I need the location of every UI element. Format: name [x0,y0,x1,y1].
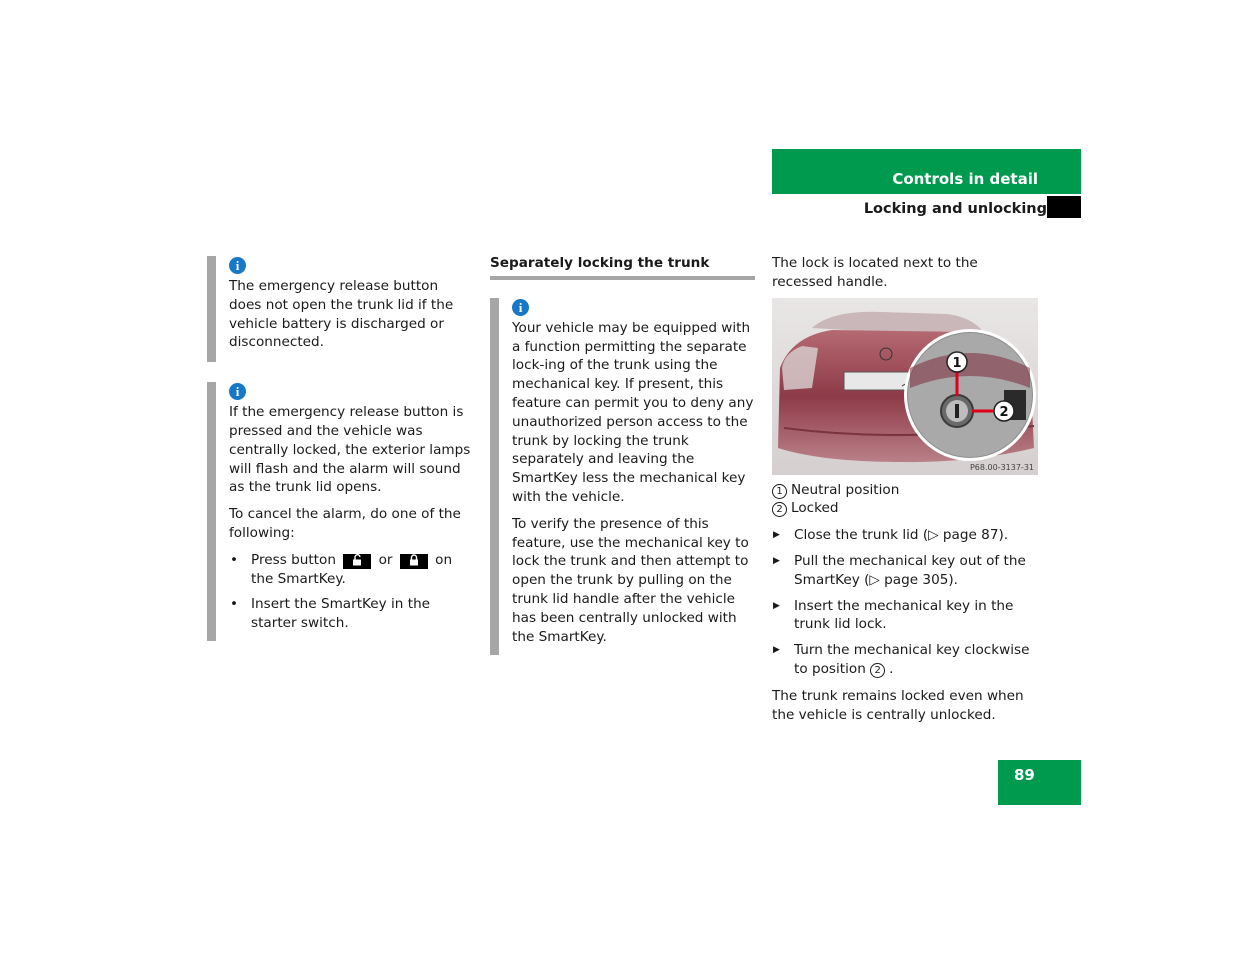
unlock-button-icon [343,554,371,569]
list-item: ▶ Insert the mechanical key in the trunk lid lock. [772,597,1042,635]
lock-button-icon [400,554,428,569]
section-marker [1047,196,1081,218]
callout-2: 2 [999,404,1009,420]
intro-text: The lock is located next to the recessed handle. [772,255,978,290]
list-item: • Insert the SmartKey in the starter switch. [229,595,474,633]
info-text: The emergency release button does not open the trunk lid if the vehicle battery is discharged or disconnected. [229,278,454,351]
alarm-cancel-list [229,551,474,633]
info-text: Your vehicle may be equipped with a function permitting the separate lock-ing of the trunk using the mechanical key. If present, this feature can permit you to deny any unauthorized person access to the trunk by locking the trunk separately and leaving the SmartKey less the mechanical key with the vehicle. [512,319,754,505]
steps-list [772,526,1042,679]
subsection-title: Separately locking the trunk [490,254,755,280]
chapter-title: Controls in detail [892,170,1038,188]
info-text: If the emergency release button is pressed and the vehicle was centrally locked, the exterior lamps will flash and the alarm will sound as the trunk lid opens. [229,404,471,496]
info-box-alarm [207,382,474,641]
page-number-box [998,760,1081,805]
list-item: ▶ Close the trunk lid (▷ page 87). [772,526,1042,545]
photo-code: P68.00-3137-31 [969,462,1034,472]
list-item: ▶ Turn the mechanical key clockwise to position 2 . [772,641,1042,679]
info-icon: i [229,257,246,274]
middle-column [490,254,755,655]
info-icon: i [512,299,529,316]
list-item: • Press button or on the SmartKey. [229,551,474,589]
info-text: To cancel the alarm, do one of the following: [229,506,461,541]
info-text: To verify the presence of this feature, use the mechanical key to lock the trunk and then attempt to open the trunk by pulling on the trunk lid handle after the vehicle has been centrally unlocked with the SmartKey. [512,515,749,645]
page-number: 89 [1014,766,1035,784]
info-box-separate-lock [490,298,755,656]
legend-item: 2 Locked [772,499,1042,518]
chapter-header [772,149,1081,194]
left-column [207,256,474,641]
info-box-battery [207,256,474,362]
section-title: Locking and unlocking [863,201,1047,217]
outro-text: The trunk remains locked even when the vehicle is centrally unlocked. [772,687,1024,723]
info-icon: i [229,383,246,400]
right-column [772,254,1042,732]
list-item: ▶ Pull the mechanical key out of the SmartKey (▷ page 305). [772,552,1042,590]
callout-1: 1 [952,355,962,371]
legend-item: 1 Neutral position [772,481,1042,500]
trunk-lock-photo [772,298,1038,475]
photo-legend [772,481,1042,519]
